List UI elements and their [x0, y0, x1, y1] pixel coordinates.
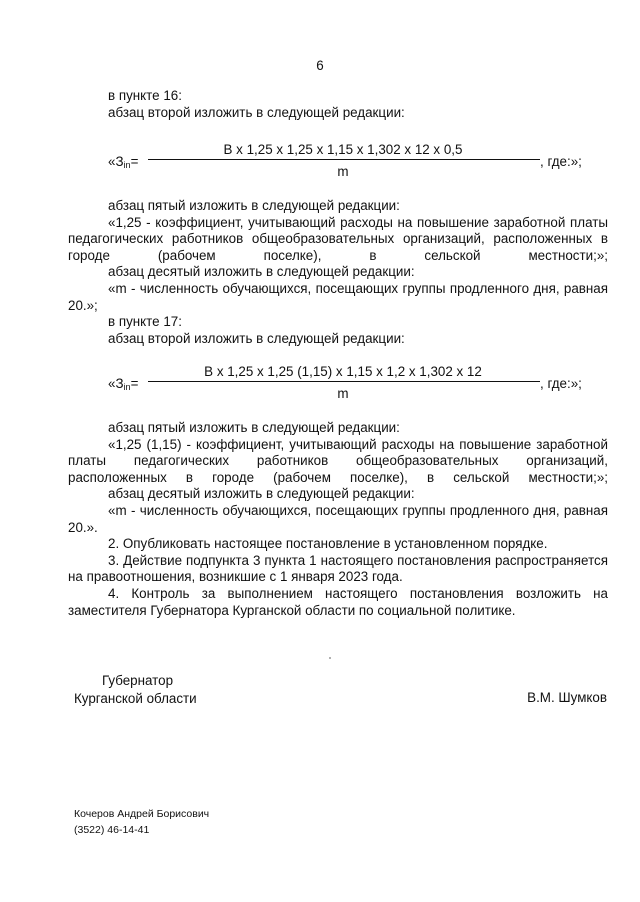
executor-info: [74, 806, 209, 838]
formula-lhs: «$З_{in}=$: [108, 376, 139, 392]
executor-phone: (3522) 46-14-41: [74, 824, 150, 836]
paragraph: 4. Контроль за выполнением настоящего постановления возложить на заместителя Губернатора Курганской области по социальной политике.: [68, 585, 608, 618]
fraction-line: [148, 381, 540, 382]
formula-denominator: m: [337, 164, 349, 179]
formula-1: [108, 142, 588, 186]
formula-numerator: В х 1,25 х 1,25 х 1,15 х 1,302 х 12 х 0,5: [223, 142, 463, 157]
paragraph: «1,25 (1,15) - коэффициент, учитывающий расходы на повышение заработной платы педагогических работников общеобразовательных организаций, расположенных в городе (рабочем поселке), в сельской местности;»;: [68, 436, 608, 485]
block-point-16: [68, 88, 608, 121]
paragraph: 3. Действие подпункта 3 пункта 1 настоящего постановления распространяется на правоотношения, возникшие с 1 января 2023 года.: [68, 552, 608, 585]
paragraph: «m - численность обучающихся, посещающих группы продленного дня, равная 20.»;: [68, 280, 608, 313]
scan-speck: [329, 657, 331, 659]
paragraph: 2. Опубликовать настоящее постановление в установленном порядке.: [108, 536, 548, 552]
block-point-17-cont: [68, 420, 608, 619]
paragraph: абзац пятый изложить в следующей редакции:: [108, 420, 400, 435]
formula-lhs: «$З_{in}=$: [108, 154, 139, 170]
paragraph: абзац пятый изложить в следующей редакции:: [108, 198, 400, 213]
signature-title-line: Курганской области: [74, 691, 197, 706]
paragraph: абзац второй изложить в следующей редакции:: [108, 330, 405, 346]
paragraph: «1,25 - коэффициент, учитывающий расходы на повышение заработной платы педагогических работников общеобразовательных организаций, расположенных в городе (рабочем поселке), в сельской местности;»;: [68, 214, 608, 263]
paragraph: в пункте 17:: [108, 314, 182, 330]
paragraph: «m - численность обучающихся, посещающих группы продленного дня, равная 20.».: [68, 502, 608, 535]
block-point-16-cont: [68, 198, 608, 347]
signature-title: [74, 672, 197, 708]
formula-denominator: m: [337, 386, 349, 401]
fraction-line: [148, 159, 540, 160]
signature-title-line: Губернатор: [102, 673, 174, 688]
paragraph: абзац второй изложить в следующей редакции:: [108, 104, 405, 120]
signature-name: В.М. Шумков: [527, 690, 607, 705]
formula-2: [108, 364, 588, 408]
paragraph: в пункте 16:: [108, 88, 182, 103]
formula-rhs: , где:»;: [540, 376, 582, 391]
paragraph: абзац десятый изложить в следующей редакции:: [108, 264, 415, 280]
page-number: 6: [316, 58, 324, 73]
paragraph: абзац десятый изложить в следующей редакции:: [108, 486, 415, 502]
formula-numerator: В х 1,25 х 1,25 (1,15) х 1,15 х 1,2 х 1,302 х 12: [204, 364, 482, 379]
executor-name: Кочеров Андрей Борисович: [74, 808, 210, 820]
formula-rhs: , где:»;: [540, 154, 582, 169]
